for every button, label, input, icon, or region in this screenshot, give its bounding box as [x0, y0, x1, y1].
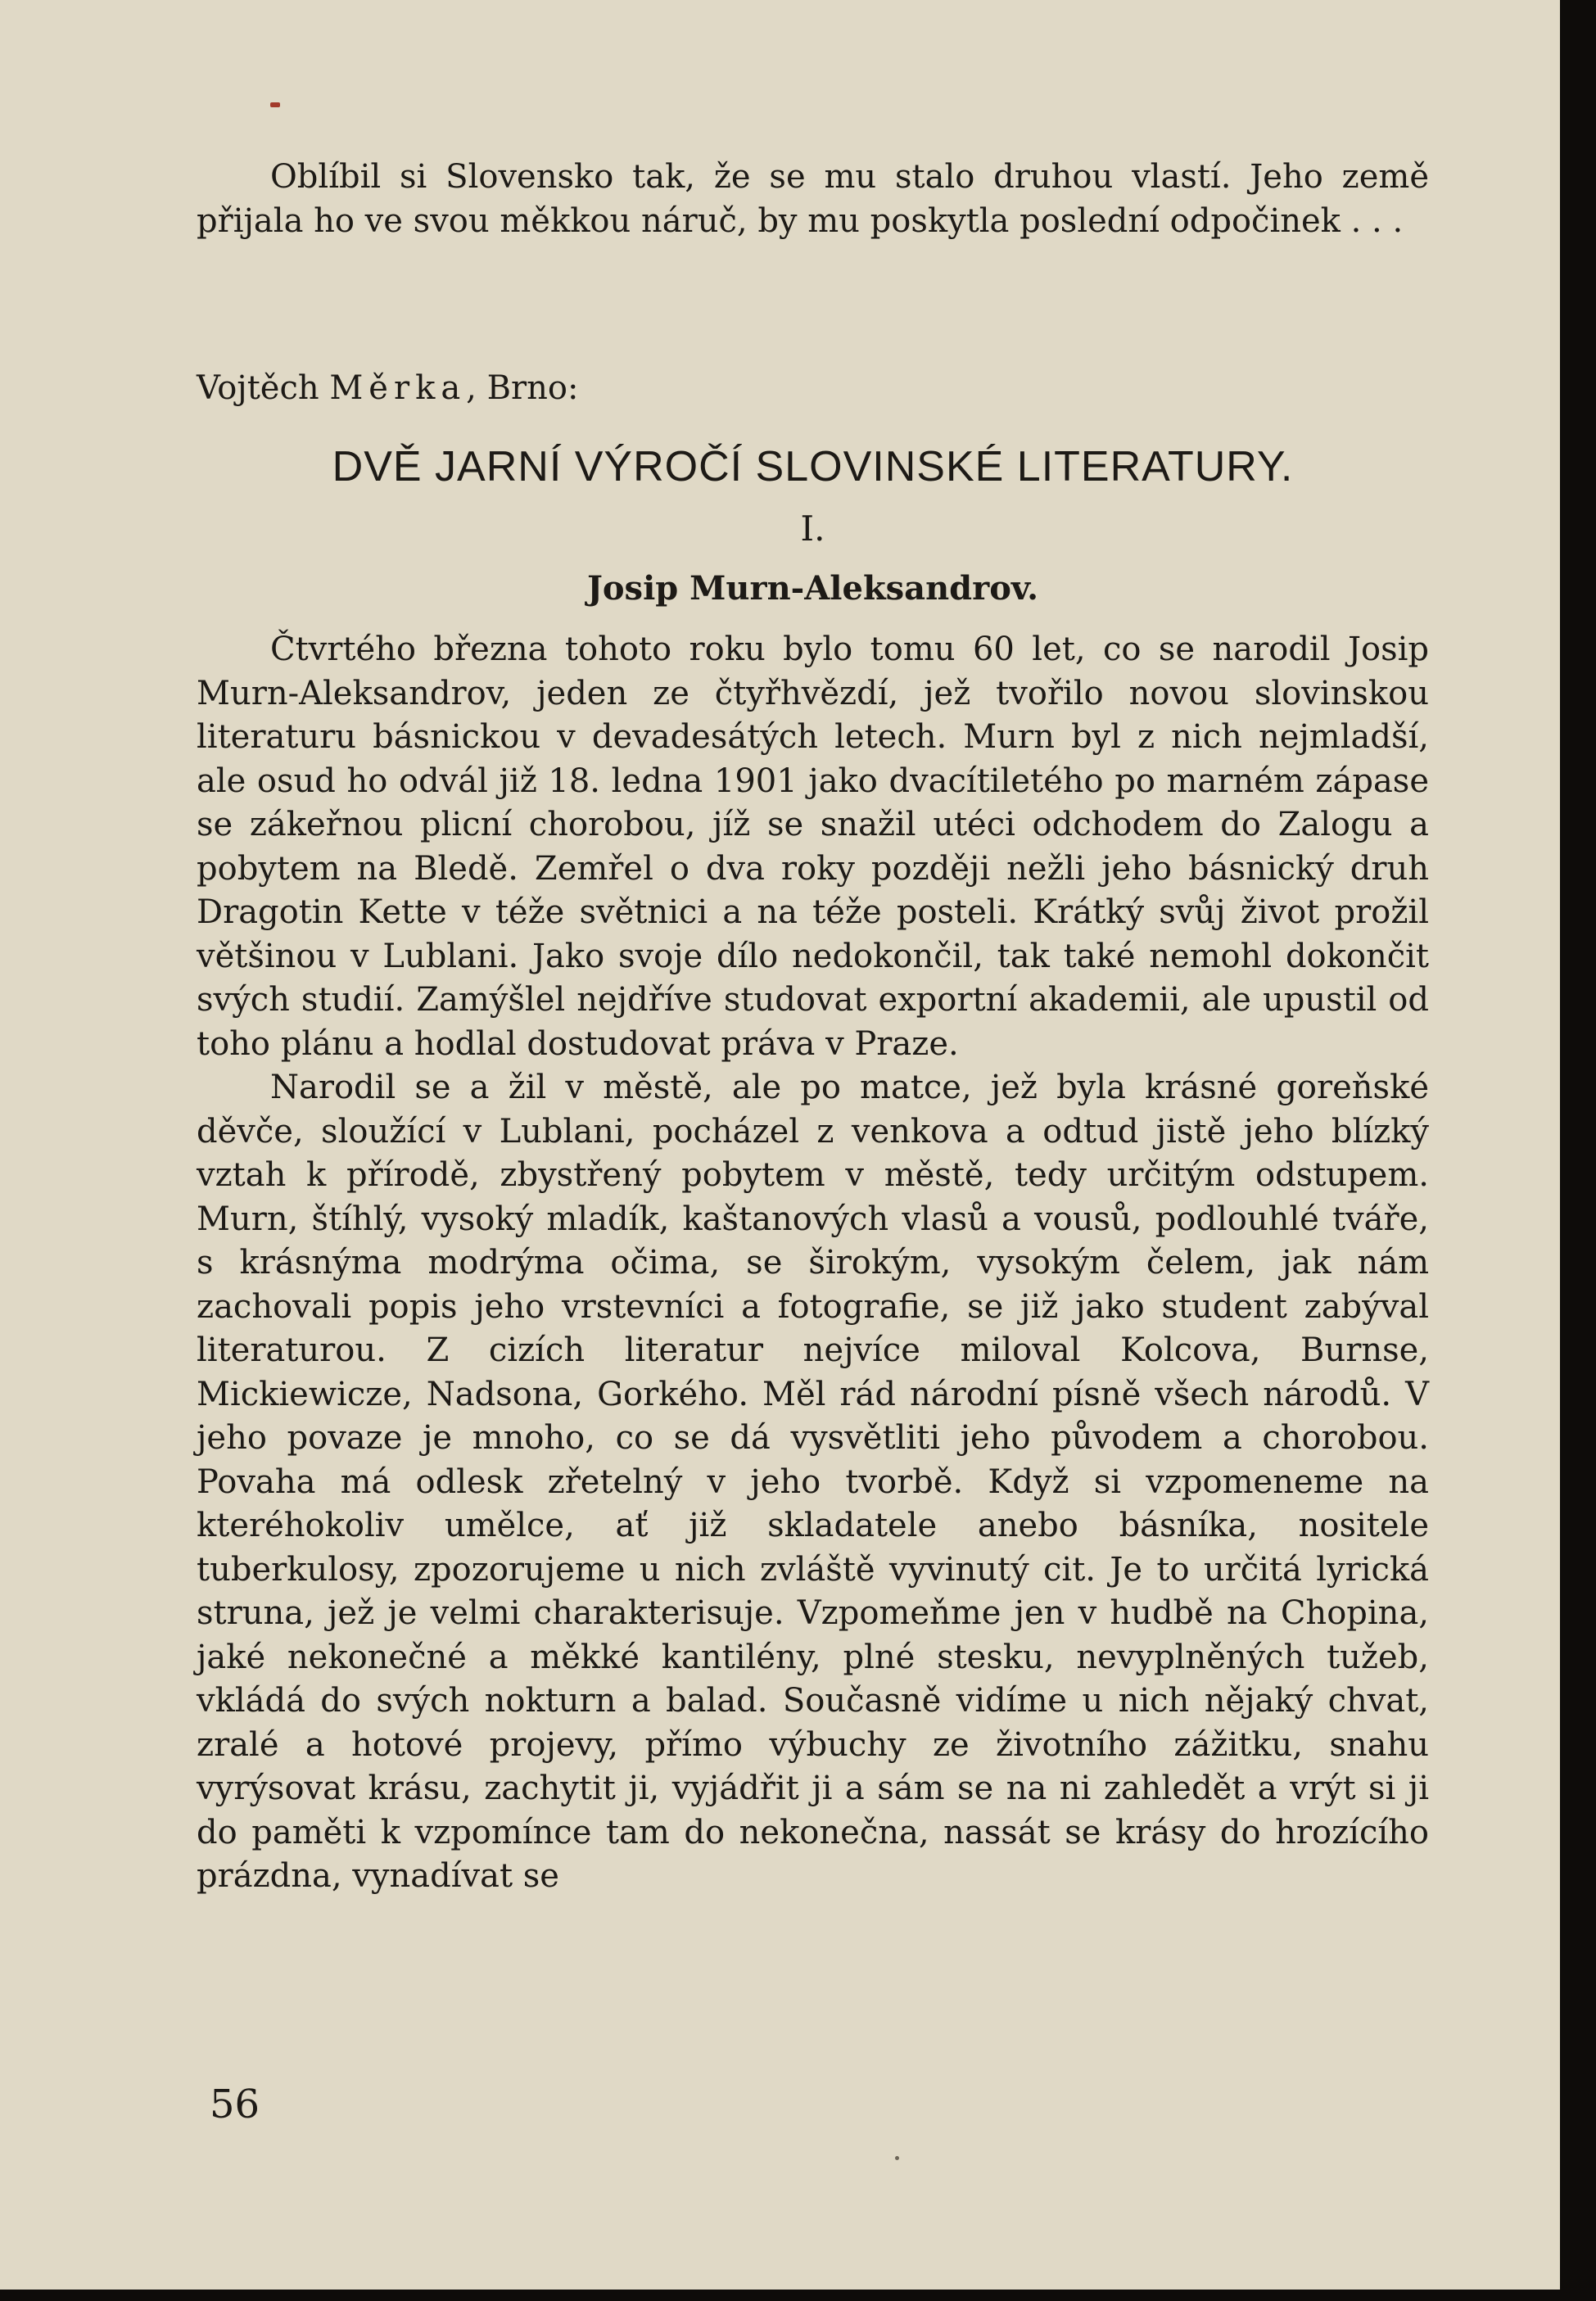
binding-edge: [1560, 0, 1596, 2301]
article-byline: [197, 367, 1429, 410]
body-paragraph-2: Narodil se a žil v městě, ale po matce, jež byla krásné goreňské děvče, sloužící v Lublani, pocházel z venkova a odtud jistě jeho blízký vztah k přírodě, zbystřený pobytem v městě, tedy určitým odstupem. Murn, štíhlý, vysoký mladík, kaštanových vlasů a vousů, podlouhlé tváře, s krásnýma modrýma očima, se širokým, vysokým čelem, jak nám zachovali popis jeho vrstevníci a fotografie, se již jako student zabýval literaturou. Z cizích literatur nejvíce miloval Kolcova, Burnse, Mickiewicze, Nadsona, Gorkého. Měl rád národní písně všech národů. V jeho povaze je mnoho, co se dá vysvětliti jeho původem a chorobou. Povaha má odlesk zřetelný v jeho tvorbě. Když si vzpomeneme na kteréhokoliv umělce, ať již skladatele anebo básníka, nositele tuberkulosy, zpozorujeme u nich zvláště vyvinutý cit. Je to určitá lyrická struna, jež je velmi charakterisuje. Vzpomeňme jen v hudbě na Chopina, jaké nekonečné a měkké kantilény, plné stesku, nevyplněných tužeb, vkládá do svých nokturn a balad. Současně vidíme u nich nějaký chvat, zralé a hotové projevy, přímo výbuchy ze životního zážitku, snahu vyrýsovat krásu, zachytit ji, vyjádřit ji a sám se na ni zahledět a vrýt si ji do paměti k vzpomínce tam do nekonečna, nassát se krásy do hrozícího prázdna, vynadívat se: [197, 1069, 1429, 1895]
author-last-name: Měrka: [329, 369, 467, 407]
paper-speck: [895, 2156, 899, 2160]
author-place: , Brno:: [466, 369, 579, 407]
page-number: 56: [210, 2082, 260, 2127]
intro-paragraph: Oblíbil si Slovensko tak, že se mu stalo druhou vlastí. Jeho země přijala ho ve svou měkkou náruč, by mu poskytla poslední odpočinek . . .: [197, 158, 1429, 240]
article-title: DVĚ JARNÍ VÝROČÍ SLOVINSKÉ LITERATURY.: [332, 443, 1294, 490]
body-paragraph-1: Čtvrtého března tohoto roku bylo tomu 60 let, co se narodil Josip Murn-Aleksandrov, jeden ze čtyřhvězdí, jež tvořilo novou slovinskou literaturu básnickou v devadesátých letech. Murn byl z nich nejmladší, ale osud ho odvál již 18. ledna 1901 jako dvacítiletého po marném zápase se zákeřnou plicní chorobou, jíž se snažil utéci odchodem do Zalogu a pobytem na Bledě. Zemřel o dva roky později nežli jeho básnický druh Dragotin Kette v téže světnici a na téže posteli. Krátký svůj život prožil většinou v Lublani. Jako svoje dílo nedokončil, tak také nemohl dokončit svých studií. Zamýšlel nejdříve studovat exportní akademii, ale upustil od toho plánu a hodlal dostudovat práva v Praze.: [197, 631, 1429, 1063]
section-number: I.: [800, 509, 825, 549]
section-title: Josip Murn-Aleksandrov.: [586, 569, 1039, 608]
page-content: [197, 156, 1429, 1899]
bottom-edge: [0, 2290, 1596, 2301]
red-ink-mark: [270, 102, 280, 107]
author-first-name: Vojtěch: [197, 369, 319, 407]
